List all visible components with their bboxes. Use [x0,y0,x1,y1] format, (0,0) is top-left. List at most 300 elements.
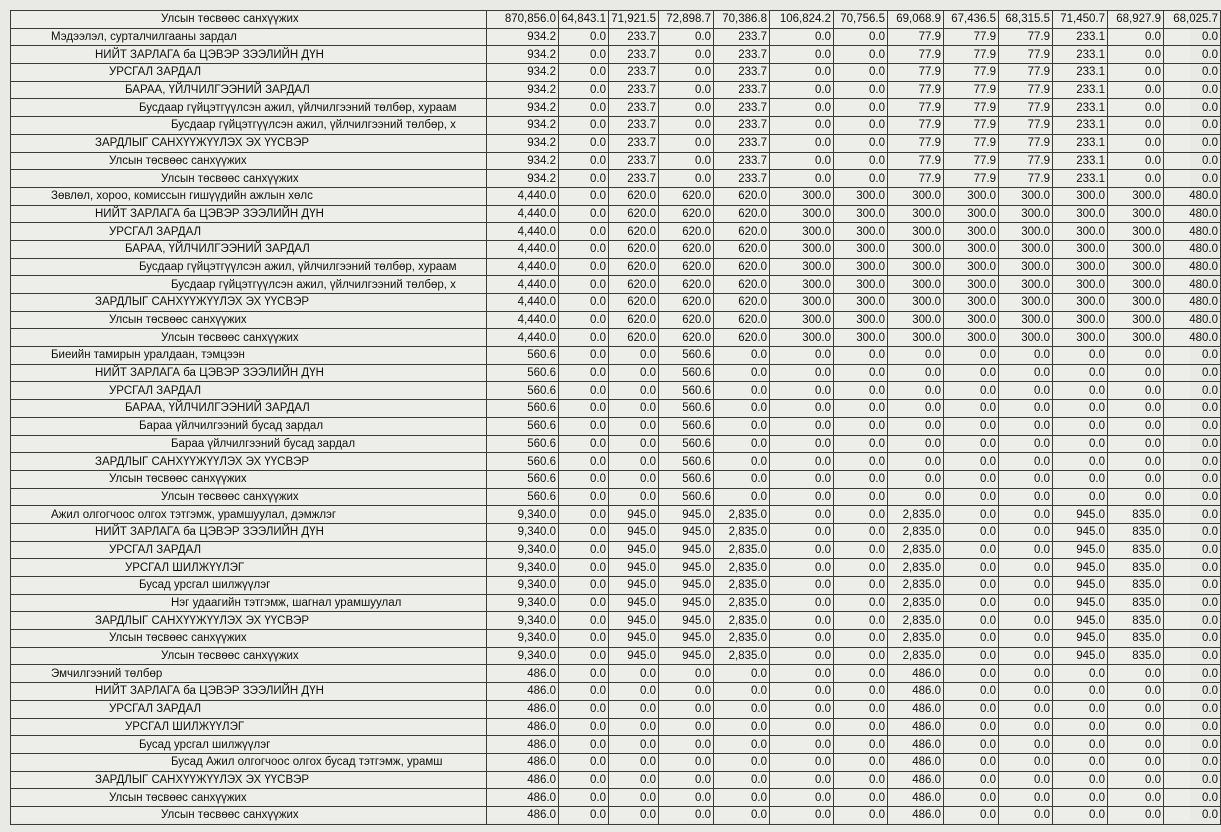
value-cell: 233.7 [714,117,770,135]
table-row [11,205,1221,223]
value-cell: 2,835.0 [714,541,770,559]
value-cell: 0.0 [714,665,770,683]
value-cell: 0.0 [834,541,888,559]
value-cell: 945.0 [609,612,659,630]
value-cell: 0.0 [1053,736,1108,754]
value-cell: 0.0 [770,665,834,683]
value-cell: 0.0 [770,789,834,807]
value-cell: 71,921.5 [609,11,659,29]
table-row [11,417,1221,435]
value-cell: 0.0 [1108,665,1164,683]
table-row [11,258,1221,276]
table-row [11,134,1221,152]
value-cell: 0.0 [999,630,1053,648]
value-cell: 835.0 [1108,594,1164,612]
table-row [11,630,1221,648]
value-cell: 300.0 [770,329,834,347]
value-cell: 0.0 [1164,630,1221,648]
value-cell: 0.0 [1108,488,1164,506]
value-cell: 300.0 [1108,329,1164,347]
value-cell: 0.0 [1053,347,1108,365]
value-cell: 0.0 [770,718,834,736]
value-cell: 0.0 [714,382,770,400]
value-cell: 0.0 [659,81,714,99]
value-cell: 300.0 [1053,205,1108,223]
value-cell: 0.0 [1108,81,1164,99]
value-cell: 77.9 [944,99,999,117]
value-cell: 486.0 [487,700,559,718]
value-cell: 620.0 [714,294,770,312]
value-cell: 0.0 [1164,665,1221,683]
value-cell: 0.0 [559,311,609,329]
value-cell: 620.0 [714,258,770,276]
value-cell: 0.0 [1164,99,1221,117]
table-row [11,152,1221,170]
value-cell: 0.0 [714,771,770,789]
value-cell: 0.0 [770,382,834,400]
value-cell: 77.9 [944,81,999,99]
value-cell: 300.0 [888,205,944,223]
value-cell: 560.6 [487,488,559,506]
value-cell: 71,450.7 [1053,11,1108,29]
value-cell: 0.0 [1108,117,1164,135]
value-cell: 300.0 [834,258,888,276]
value-cell: 0.0 [559,187,609,205]
value-cell: 77.9 [999,28,1053,46]
value-cell: 4,440.0 [487,329,559,347]
value-cell: 620.0 [659,329,714,347]
value-cell: 0.0 [834,683,888,701]
table-row [11,470,1221,488]
value-cell: 0.0 [999,382,1053,400]
value-cell: 0.0 [770,364,834,382]
value-cell: 233.7 [714,99,770,117]
value-cell: 560.6 [659,382,714,400]
value-cell: 0.0 [559,488,609,506]
value-cell: 0.0 [609,806,659,824]
value-cell: 0.0 [834,435,888,453]
value-cell: 0.0 [770,417,834,435]
value-cell: 233.7 [714,64,770,82]
value-cell: 0.0 [1164,152,1221,170]
value-cell: 300.0 [1053,329,1108,347]
value-cell: 945.0 [659,541,714,559]
value-cell: 0.0 [999,541,1053,559]
value-cell: 233.7 [609,152,659,170]
value-cell: 0.0 [944,806,999,824]
value-cell: 0.0 [714,488,770,506]
table-row [11,806,1221,824]
value-cell: 560.6 [487,382,559,400]
table-row [11,117,1221,135]
value-cell: 68,315.5 [999,11,1053,29]
value-cell: 0.0 [999,753,1053,771]
value-cell: 620.0 [714,276,770,294]
value-cell: 233.1 [1053,64,1108,82]
value-cell: 486.0 [487,683,559,701]
value-cell: 945.0 [609,506,659,524]
table-row [11,435,1221,453]
value-cell: 0.0 [834,594,888,612]
value-cell: 0.0 [1053,771,1108,789]
value-cell: 0.0 [1108,700,1164,718]
value-cell: 0.0 [999,683,1053,701]
value-cell: 4,440.0 [487,276,559,294]
value-cell: 300.0 [888,240,944,258]
value-cell: 0.0 [659,683,714,701]
value-cell: 560.6 [659,435,714,453]
value-cell: 2,835.0 [714,523,770,541]
value-cell: 0.0 [999,647,1053,665]
value-cell: 0.0 [944,630,999,648]
value-cell: 0.0 [1164,435,1221,453]
value-cell: 486.0 [487,789,559,807]
value-cell: 0.0 [559,559,609,577]
table-row [11,276,1221,294]
table-row [11,187,1221,205]
value-cell: 77.9 [944,170,999,188]
value-cell: 0.0 [888,382,944,400]
value-cell: 480.0 [1164,294,1221,312]
value-cell: 0.0 [888,435,944,453]
value-cell: 2,835.0 [888,523,944,541]
value-cell: 0.0 [770,134,834,152]
value-cell: 233.7 [609,134,659,152]
value-cell: 0.0 [714,347,770,365]
value-cell: 233.1 [1053,99,1108,117]
value-cell: 0.0 [888,417,944,435]
value-cell: 0.0 [944,753,999,771]
value-cell: 2,835.0 [714,594,770,612]
value-cell: 620.0 [659,276,714,294]
table-row [11,789,1221,807]
value-cell: 0.0 [944,417,999,435]
value-cell: 77.9 [888,28,944,46]
value-cell: 300.0 [834,276,888,294]
value-cell: 0.0 [944,700,999,718]
value-cell: 945.0 [1053,577,1108,595]
value-cell: 0.0 [1164,718,1221,736]
value-cell: 0.0 [659,665,714,683]
value-cell: 0.0 [559,276,609,294]
value-cell: 0.0 [714,789,770,807]
table-row [11,718,1221,736]
value-cell: 300.0 [944,187,999,205]
value-cell: 0.0 [834,417,888,435]
value-cell: 0.0 [944,647,999,665]
value-cell: 300.0 [944,258,999,276]
value-cell: 300.0 [999,258,1053,276]
value-cell: 0.0 [659,46,714,64]
value-cell: 945.0 [609,559,659,577]
value-cell: 0.0 [999,453,1053,471]
value-cell: 69,068.9 [888,11,944,29]
value-cell: 0.0 [559,594,609,612]
value-cell: 300.0 [770,187,834,205]
value-cell: 9,340.0 [487,559,559,577]
value-cell: 300.0 [1053,187,1108,205]
value-cell: 233.7 [609,46,659,64]
value-cell: 0.0 [609,718,659,736]
value-cell: 0.0 [1108,789,1164,807]
value-cell: 0.0 [1053,470,1108,488]
value-cell: 0.0 [559,577,609,595]
value-cell: 0.0 [999,559,1053,577]
value-cell: 0.0 [1053,665,1108,683]
value-cell: 2,835.0 [714,630,770,648]
row-label: Улсын төсвөөс санхүүжих [11,11,487,29]
value-cell: 0.0 [609,382,659,400]
value-cell: 0.0 [1164,134,1221,152]
value-cell: 300.0 [999,276,1053,294]
value-cell: 0.0 [770,435,834,453]
value-cell: 0.0 [834,753,888,771]
value-cell: 300.0 [944,223,999,241]
value-cell: 0.0 [944,364,999,382]
value-cell: 300.0 [999,294,1053,312]
value-cell: 0.0 [1108,736,1164,754]
value-cell: 0.0 [1164,81,1221,99]
value-cell: 300.0 [770,276,834,294]
value-cell: 0.0 [999,470,1053,488]
table-row [11,488,1221,506]
value-cell: 0.0 [770,736,834,754]
value-cell: 0.0 [834,506,888,524]
value-cell: 0.0 [659,771,714,789]
value-cell: 0.0 [999,577,1053,595]
value-cell: 0.0 [999,435,1053,453]
value-cell: 77.9 [888,99,944,117]
value-cell: 2,835.0 [714,559,770,577]
value-cell: 4,440.0 [487,187,559,205]
value-cell: 0.0 [1108,435,1164,453]
value-cell: 233.1 [1053,117,1108,135]
value-cell: 0.0 [1164,771,1221,789]
value-cell: 233.7 [714,170,770,188]
value-cell: 300.0 [944,240,999,258]
table-row [11,329,1221,347]
table-row [11,665,1221,683]
value-cell: 560.6 [659,400,714,418]
value-cell: 0.0 [1108,753,1164,771]
value-cell: 300.0 [944,294,999,312]
value-cell: 835.0 [1108,647,1164,665]
value-cell: 0.0 [944,612,999,630]
value-cell: 0.0 [559,382,609,400]
value-cell: 0.0 [559,523,609,541]
table-row [11,294,1221,312]
value-cell: 0.0 [714,700,770,718]
value-cell: 233.7 [609,117,659,135]
table-row [11,382,1221,400]
value-cell: 620.0 [609,223,659,241]
value-cell: 0.0 [609,683,659,701]
value-cell: 0.0 [1108,806,1164,824]
value-cell: 480.0 [1164,223,1221,241]
value-cell: 0.0 [1164,541,1221,559]
value-cell: 620.0 [714,223,770,241]
row-label: Бусдаар гүйцэтгүүлсэн ажил, үйлчилгээний төлбөр, хураам [11,258,487,276]
value-cell: 560.6 [659,488,714,506]
value-cell: 0.0 [609,364,659,382]
value-cell: 560.6 [659,470,714,488]
value-cell: 480.0 [1164,187,1221,205]
value-cell: 620.0 [714,205,770,223]
value-cell: 300.0 [1108,187,1164,205]
value-cell: 0.0 [609,665,659,683]
value-cell: 2,835.0 [888,647,944,665]
value-cell: 300.0 [770,240,834,258]
row-label: Улсын төсвөөс санхүүжих [11,488,487,506]
value-cell: 0.0 [559,806,609,824]
value-cell: 300.0 [1108,294,1164,312]
value-cell: 0.0 [559,294,609,312]
value-cell: 0.0 [770,347,834,365]
value-cell: 0.0 [944,559,999,577]
value-cell: 0.0 [770,541,834,559]
value-cell: 0.0 [714,417,770,435]
value-cell: 9,340.0 [487,594,559,612]
value-cell: 0.0 [559,700,609,718]
value-cell: 300.0 [1108,258,1164,276]
value-cell: 0.0 [559,364,609,382]
value-cell: 0.0 [999,594,1053,612]
value-cell: 300.0 [1053,258,1108,276]
value-cell: 0.0 [659,736,714,754]
table-row [11,577,1221,595]
value-cell: 835.0 [1108,523,1164,541]
value-cell: 486.0 [487,806,559,824]
value-cell: 0.0 [834,400,888,418]
value-cell: 0.0 [944,665,999,683]
value-cell: 0.0 [834,736,888,754]
value-cell: 2,835.0 [888,577,944,595]
value-cell: 945.0 [659,506,714,524]
value-cell: 945.0 [659,594,714,612]
table-row [11,64,1221,82]
value-cell: 0.0 [1164,417,1221,435]
value-cell: 0.0 [1108,417,1164,435]
value-cell: 560.6 [487,417,559,435]
value-cell: 233.1 [1053,28,1108,46]
value-cell: 300.0 [1053,311,1108,329]
value-cell: 0.0 [834,134,888,152]
value-cell: 0.0 [1164,523,1221,541]
value-cell: 486.0 [487,753,559,771]
row-label: НИЙТ ЗАРЛАГА ба ЦЭВЭР ЗЭЭЛИЙН ДҮН [11,364,487,382]
value-cell: 945.0 [1053,541,1108,559]
value-cell: 0.0 [1108,400,1164,418]
value-cell: 0.0 [1053,718,1108,736]
value-cell: 233.1 [1053,134,1108,152]
value-cell: 0.0 [944,470,999,488]
value-cell: 0.0 [834,64,888,82]
row-label: УРСГАЛ ЗАРДАЛ [11,700,487,718]
value-cell: 300.0 [1108,240,1164,258]
table-row [11,311,1221,329]
value-cell: 0.0 [559,64,609,82]
table-row [11,523,1221,541]
row-label: Зөвлөл, хороо, комиссын гишүүдийн ажлын хөлс [11,187,487,205]
value-cell: 0.0 [770,771,834,789]
value-cell: 300.0 [770,294,834,312]
value-cell: 0.0 [834,523,888,541]
value-cell: 233.7 [714,152,770,170]
value-cell: 0.0 [999,612,1053,630]
value-cell: 0.0 [944,736,999,754]
table-row [11,81,1221,99]
value-cell: 0.0 [559,753,609,771]
value-cell: 77.9 [888,170,944,188]
value-cell: 77.9 [944,117,999,135]
value-cell: 0.0 [559,647,609,665]
value-cell: 0.0 [944,577,999,595]
value-cell: 300.0 [888,311,944,329]
row-label: Улсын төсвөөс санхүүжих [11,311,487,329]
value-cell: 0.0 [714,736,770,754]
value-cell: 0.0 [944,453,999,471]
value-cell: 0.0 [888,347,944,365]
value-cell: 0.0 [714,435,770,453]
value-cell: 0.0 [770,612,834,630]
value-cell: 0.0 [659,753,714,771]
value-cell: 0.0 [559,470,609,488]
value-cell: 77.9 [888,117,944,135]
value-cell: 0.0 [770,577,834,595]
value-cell: 300.0 [1053,276,1108,294]
value-cell: 0.0 [714,400,770,418]
value-cell: 4,440.0 [487,223,559,241]
value-cell: 0.0 [834,665,888,683]
value-cell: 70,386.8 [714,11,770,29]
value-cell: 945.0 [659,559,714,577]
value-cell: 0.0 [944,594,999,612]
value-cell: 0.0 [1108,771,1164,789]
value-cell: 934.2 [487,28,559,46]
table-row [11,771,1221,789]
value-cell: 0.0 [559,258,609,276]
value-cell: 934.2 [487,64,559,82]
value-cell: 0.0 [834,81,888,99]
value-cell: 0.0 [659,152,714,170]
value-cell: 0.0 [999,736,1053,754]
table-row [11,240,1221,258]
value-cell: 0.0 [834,364,888,382]
value-cell: 0.0 [559,541,609,559]
value-cell: 0.0 [1053,400,1108,418]
value-cell: 0.0 [1164,506,1221,524]
table-row [11,559,1221,577]
value-cell: 835.0 [1108,559,1164,577]
value-cell: 77.9 [888,64,944,82]
value-cell: 300.0 [1108,223,1164,241]
value-cell: 77.9 [999,99,1053,117]
value-cell: 4,440.0 [487,311,559,329]
value-cell: 0.0 [999,364,1053,382]
table-row [11,647,1221,665]
value-cell: 486.0 [888,683,944,701]
value-cell: 560.6 [487,364,559,382]
value-cell: 945.0 [609,523,659,541]
table-row [11,99,1221,117]
value-cell: 0.0 [1053,683,1108,701]
value-cell: 9,340.0 [487,541,559,559]
row-label: УРСГАЛ ШИЛЖҮҮЛЭГ [11,559,487,577]
row-label: НИЙТ ЗАРЛАГА ба ЦЭВЭР ЗЭЭЛИЙН ДҮН [11,46,487,64]
value-cell: 0.0 [944,523,999,541]
value-cell: 0.0 [1053,700,1108,718]
value-cell: 0.0 [1108,453,1164,471]
